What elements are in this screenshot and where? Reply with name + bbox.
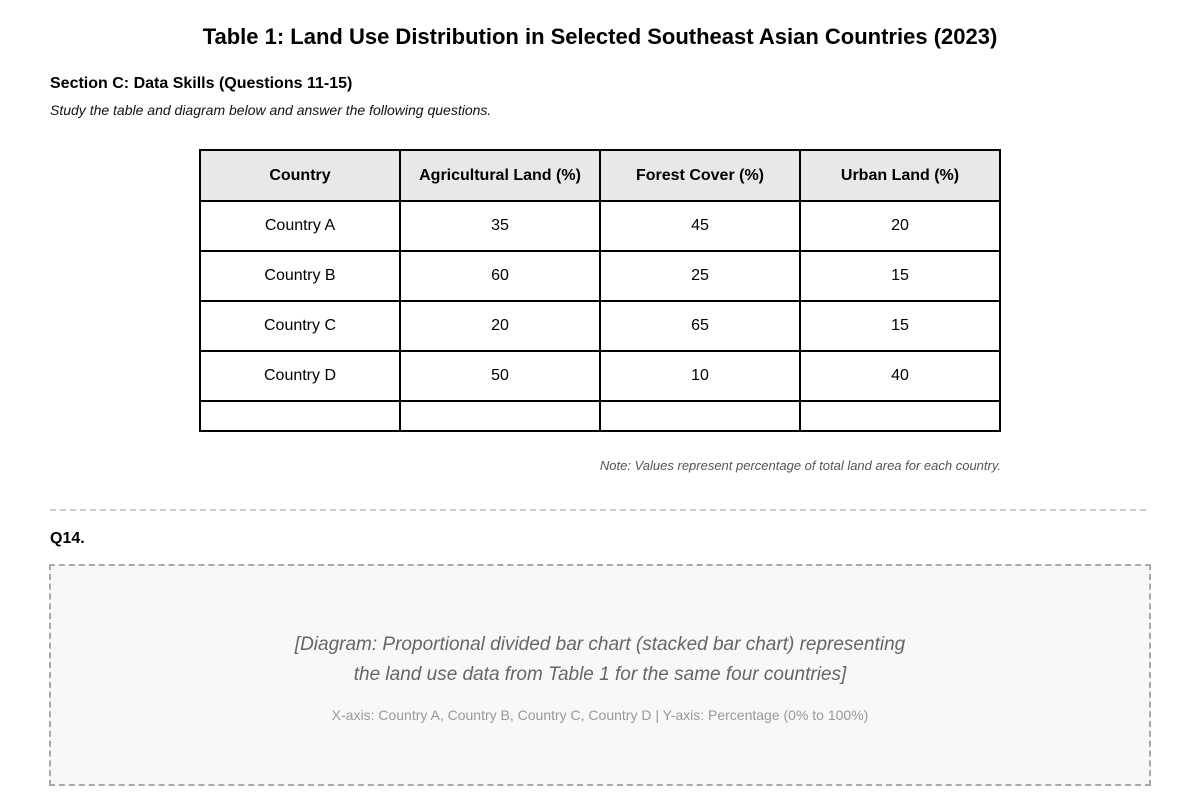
table-cell [800,401,1000,431]
table-row [200,251,1000,301]
table-header-row [200,150,1000,201]
table-cell: 15 [800,251,1000,301]
table-note: Note: Values represent percentage of total land area for each country. [599,458,1001,473]
column-header: Urban Land (%) [800,150,1000,201]
table-cell: 50 [400,351,600,401]
table-cell [600,401,800,431]
instruction-text: Study the table and diagram below and answer the following questions. [50,102,492,118]
table-row [200,301,1000,351]
land-use-table [199,149,1001,432]
diagram-description-line: [Diagram: Proportional divided bar chart (stacked bar chart) representing [294,634,906,655]
table-row [200,351,1000,401]
page-title: Table 1: Land Use Distribution in Selected Southeast Asian Countries (2023) [202,24,998,49]
table-cell: Country D [200,351,400,401]
section-divider [50,509,1146,511]
table-cell: 35 [400,201,600,251]
table-cell: 45 [600,201,800,251]
table-cell: 20 [400,301,600,351]
table-cell: 25 [600,251,800,301]
question-label: Q14. [50,530,85,547]
table-cell: 20 [800,201,1000,251]
column-header: Country [200,150,400,201]
diagram-description-line: the land use data from Table 1 for the same four countries] [353,664,847,685]
table-cell [400,401,600,431]
column-header: Agricultural Land (%) [400,150,600,201]
table-row-empty [200,401,1000,431]
diagram-placeholder [49,564,1151,786]
table-cell: Country C [200,301,400,351]
table-cell: Country B [200,251,400,301]
table-cell: 40 [800,351,1000,401]
table-cell: Country A [200,201,400,251]
diagram-axes-description: X-axis: Country A, Country B, Country C, Country D | Y-axis: Percentage (0% to 100%) [331,707,869,723]
table-cell: 65 [600,301,800,351]
table-cell: 60 [400,251,600,301]
table-cell: 10 [600,351,800,401]
table-cell [200,401,400,431]
table-row [200,201,1000,251]
diagram-description [51,630,1149,690]
column-header: Forest Cover (%) [600,150,800,201]
section-heading: Section C: Data Skills (Questions 11-15) [50,75,353,92]
table-cell: 15 [800,301,1000,351]
